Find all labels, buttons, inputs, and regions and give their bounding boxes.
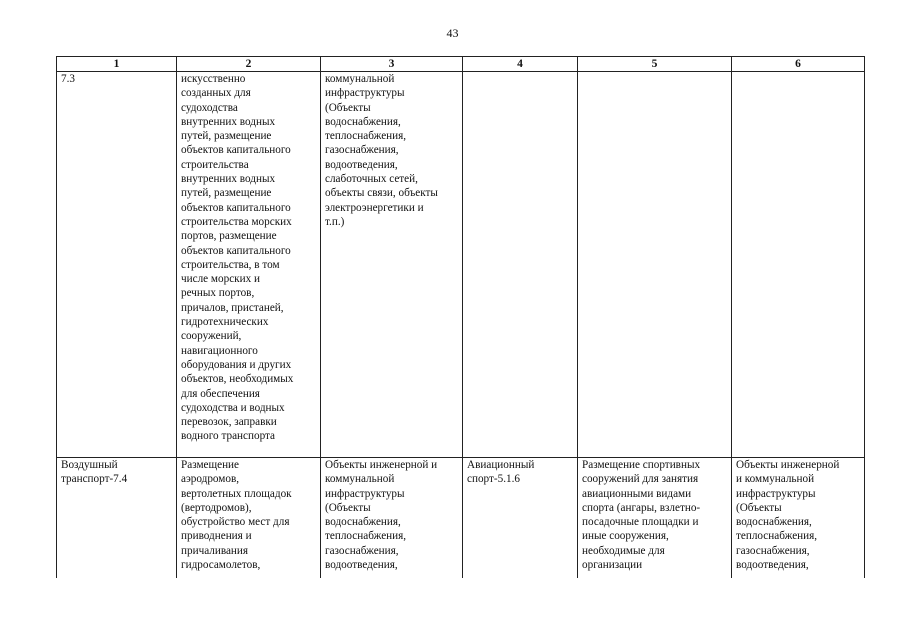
table-cell (732, 458, 865, 579)
cell-text: Объекты инженерной и коммунальной инфраструктуры (Объекты водоснабжения, теплоснабжения, газоснабжения, водоотведения, (736, 459, 840, 572)
cell-text: Воздушный транспорт-7.4 (61, 459, 128, 486)
table-cell (57, 72, 177, 458)
cell-text: Объекты инженерной и коммунальной инфраструктуры (Объекты водоснабжения, теплоснабжения, газоснабжения, водоотведения, (325, 459, 438, 572)
column-header-5: 5 (578, 57, 732, 72)
column-header-4: 4 (463, 57, 578, 72)
table-cell (732, 72, 865, 458)
table-cell (578, 458, 732, 579)
cell-text: Авиационный спорт-5.1.6 (467, 459, 535, 486)
column-header-3: 3 (321, 57, 463, 72)
table-cell (177, 72, 321, 458)
column-header-1: 1 (57, 57, 177, 72)
cell-text: 7.3 (61, 73, 75, 85)
table-cell (578, 72, 732, 458)
table-cell (463, 458, 578, 579)
regulations-table (56, 56, 865, 578)
table-cell (321, 458, 463, 579)
page-number: 43 (446, 26, 459, 40)
table-row (57, 458, 865, 579)
column-header-2: 2 (177, 57, 321, 72)
cell-text: Размещение спортивных сооружений для занятия авиационными видами спорта (ангары, взлетно- посадочные площадки и иные сооружения, необходимые для организации (582, 459, 701, 572)
cell-text: искусственно созданных для судоходства внутренних водных путей, размещение объектов капитального строительства внутренних водных путей, размещение объектов капитального строительства морских портов, размещение объектов капитального строительства, в том числе морских и речных портов, причалов, пристаней, гидротехнических сооружений, навигационного оборудования и других объектов, необходимых для обеспечения судоходства и водных перевозок, заправки водного транспорта (181, 73, 294, 443)
column-header-6: 6 (732, 57, 865, 72)
table-cell (463, 72, 578, 458)
table-header-row (57, 57, 865, 72)
cell-text: Размещение аэродромов, вертолетных площадок (вертодромов), обустройство мест для приводнения и причаливания гидросамолетов, (181, 459, 292, 572)
table-cell (321, 72, 463, 458)
table-cell (177, 458, 321, 579)
table-cell (57, 458, 177, 579)
table-row (57, 72, 865, 458)
cell-text: коммунальной инфраструктуры (Объекты водоснабжения, теплоснабжения, газоснабжения, водоотведения, слаботочных сетей, объекты связи, объекты электроэнергетики и т.п.) (325, 73, 438, 228)
